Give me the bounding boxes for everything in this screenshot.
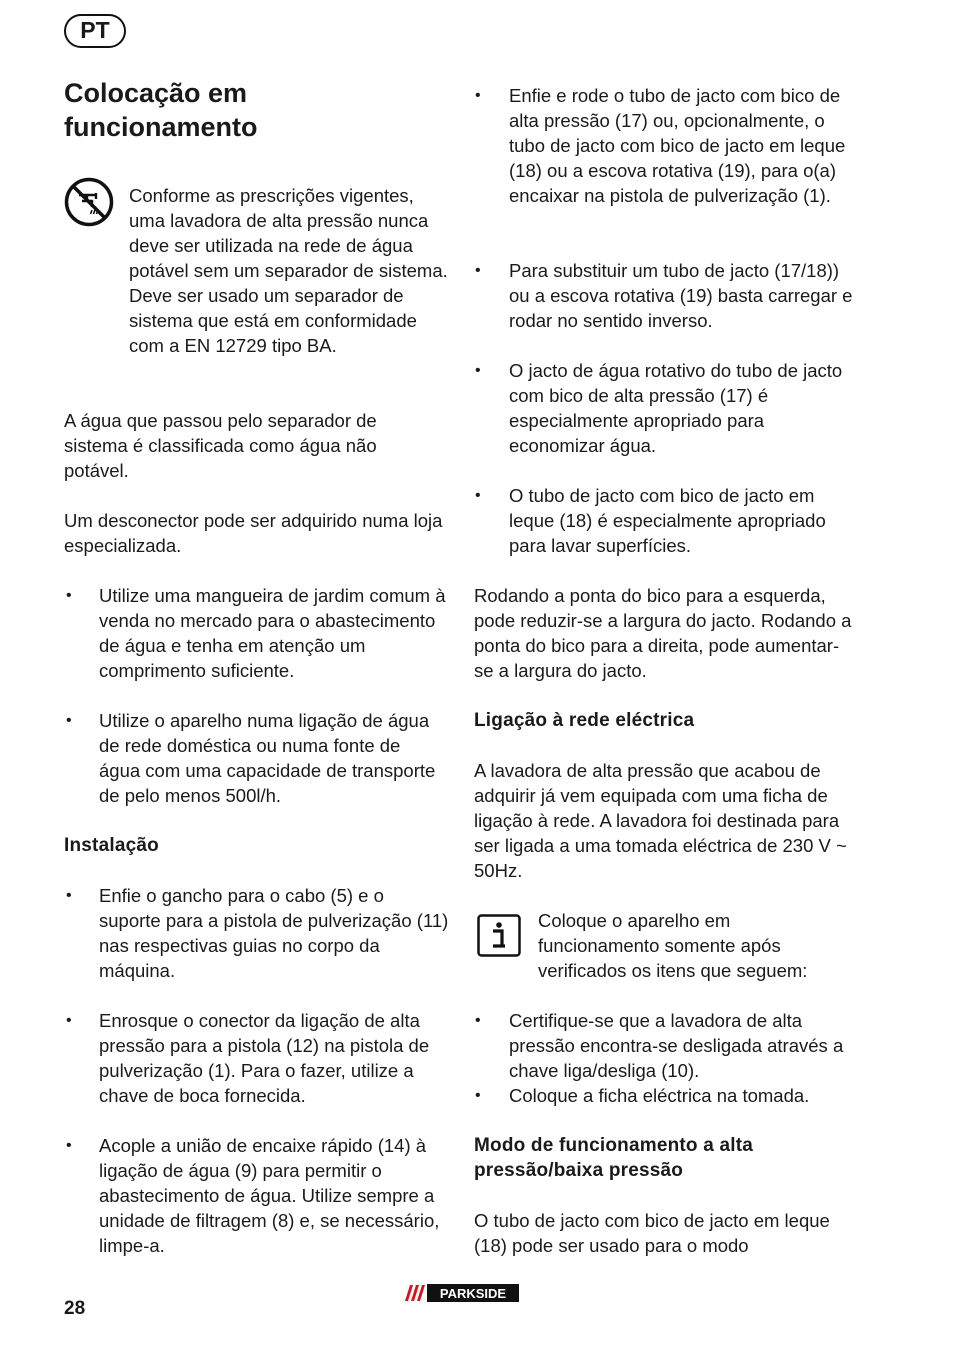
list-item: Enrosque o conector da ligação de alta pressão para a pistola (12) na pistola de pulverização (1). Para o fazer, utilize a chave de boca fornecida. <box>99 1010 430 1106</box>
operating-mode-paragraph: O tubo de jacto com bico de jacto em leque (18) pode ser usado para o modo <box>474 1210 830 1256</box>
separator-paragraph: A água que passou pelo separador de sistema é classificada como água não potável. <box>64 410 377 481</box>
info-text: Coloque o aparelho em funcionamento somente após verificados os itens que seguem: <box>538 910 808 981</box>
page-number: 28 <box>64 1298 86 1319</box>
list-item: O tubo de jacto com bico de jacto em leque (18) é especialmente apropriado para lavar superfícies. <box>509 485 826 556</box>
page-title: Colocação em funcionamento <box>64 78 258 142</box>
no-drinking-water-icon <box>64 177 114 227</box>
list-item: O jacto de água rotativo do tubo de jacto com bico de alta pressão (17) é especialmente apropriado para economizar água. <box>509 360 843 456</box>
installation-heading: Instalação <box>64 835 159 856</box>
language-badge: PT <box>64 14 126 48</box>
bullet-marker: • <box>475 487 481 504</box>
nozzle-paragraph: Rodando a ponta do bico para a esquerda, pode reduzir-se a largura do jacto. Rodando a ponta do bico para a direita, pode aumentar-se a largura do jacto. <box>474 585 852 681</box>
bullet-marker: • <box>475 262 481 279</box>
bullet-marker: • <box>475 362 481 379</box>
list-item: Utilize uma mangueira de jardim comum à venda no mercado para o abastecimento de água e tenha em atenção um comprimento suficiente. <box>99 585 446 681</box>
power-connection-heading: Ligação à rede eléctrica <box>474 710 695 731</box>
bullet-marker: • <box>66 887 72 904</box>
list-item: Enfie o gancho para o cabo (5) e o suporte para a pistola de pulverização (11) nas respectivas guias no corpo da máquina. <box>99 885 449 981</box>
brand-logo <box>403 1283 519 1303</box>
bullet-marker: • <box>66 712 72 729</box>
bullet-marker: • <box>66 1137 72 1154</box>
bullet-marker: • <box>475 1087 481 1104</box>
list-item: Enfie e rode o tubo de jacto com bico de alta pressão (17) ou, opcionalmente, o tubo de jacto com bico de jacto em leque (18) ou a escova rotativa (19), para o(a) encaixar na pistola de pulverização (1). <box>509 85 846 206</box>
bullet-marker: • <box>475 1012 481 1029</box>
bullet-marker: • <box>475 87 481 104</box>
list-item: Para substituir um tubo de jacto (17/18)) ou a escova rotativa (19) basta carregar e rodar no sentido inverso. <box>509 260 853 331</box>
warning-text: Conforme as prescrições vigentes, uma lavadora de alta pressão nunca deve ser utilizada na rede de água potável sem um separador de sistema. Deve ser usado um separador de sistema que está em conformidade com a EN 12729 tipo BA. <box>129 185 448 356</box>
bullet-marker: • <box>66 587 72 604</box>
disconnector-paragraph: Um desconector pode ser adquirido numa loja especializada. <box>64 510 443 556</box>
svg-text:PARKSIDE: PARKSIDE <box>439 1286 507 1301</box>
list-item: Acople a união de encaixe rápido (14) à ligação de água (9) para permitir o abastecimento de água. Utilize sempre a unidade de filtragem (8) e, se necessário, limpe-a. <box>99 1135 440 1256</box>
operating-mode-heading: Modo de funcionamento a alta pressão/baixa pressão <box>474 1135 754 1181</box>
list-item: Utilize o aparelho numa ligação de água de rede doméstica ou numa fonte de água com uma capacidade de transporte de pelo menos 500l/h. <box>99 710 436 806</box>
list-item: Certifique-se que a lavadora de alta pressão encontra-se desligada através a chave liga/desliga (10). <box>509 1010 844 1081</box>
list-item: Coloque a ficha eléctrica na tomada. <box>509 1085 810 1106</box>
info-icon <box>477 914 521 957</box>
bullet-marker: • <box>66 1012 72 1029</box>
power-paragraph: A lavadora de alta pressão que acabou de adquirir já vem equipada com uma ficha de ligação à rede. A lavadora foi destinada para ser ligada a uma tomada eléctrica de 230 V ~ 50Hz. <box>474 760 847 881</box>
